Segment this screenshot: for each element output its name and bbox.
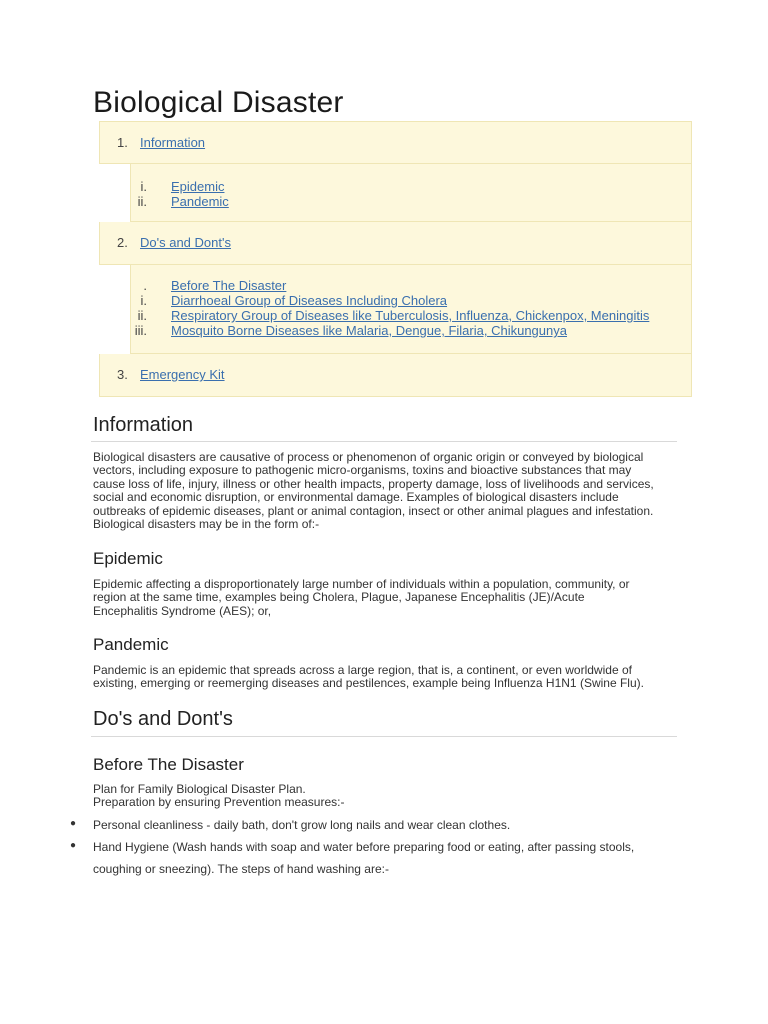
toc-link-information[interactable]: Information (140, 135, 206, 150)
list-item-text (93, 836, 634, 880)
toc-number: 3. (117, 367, 128, 382)
section-heading-information: Information (93, 414, 194, 436)
toc-sublist-information (130, 164, 692, 222)
toc-link-diarrhoeal[interactable]: Diarrhoeal Group of Diseases Including Cholera (171, 293, 448, 308)
paragraph-line: vectors, including exposure to pathogenic micro-organisms, toxins and bioactive substances that may (93, 463, 632, 478)
section-divider (91, 441, 677, 442)
toc-item-dos (99, 222, 692, 265)
toc-link-emergency-kit[interactable]: Emergency Kit (140, 367, 225, 382)
paragraph-line: Preparation by ensuring Prevention measures:- (93, 795, 345, 810)
toc-item-emergency-kit (99, 354, 692, 397)
paragraph-line: region at the same time, examples being Cholera, Plague, Japanese Encephalitis (JE)/Acute (93, 590, 585, 605)
paragraph-line: Biological disasters are causative of process or phenomenon of organic origin or conveyed by biological (93, 450, 644, 464)
paragraph-line: Encephalitis Syndrome (AES); or, (93, 603, 272, 618)
section-divider (91, 736, 677, 737)
list-item-line: coughing or sneezing). The steps of hand washing are:- (93, 862, 389, 876)
paragraph-line: existing, emerging or reemerging diseases and pestilences, example being Influenza H1N1 (Swine Flu). (93, 676, 644, 691)
toc-sublist-dos (130, 265, 692, 354)
paragraph-line: outbreaks of epidemic diseases, plant or animal contagion, insect or other animal plagues and infestation. (93, 503, 654, 518)
toc-link-epidemic[interactable]: Epidemic (171, 179, 225, 194)
toc-link-before-the-disaster[interactable]: Before The Disaster (171, 278, 287, 293)
toc-subitem-number: . (143, 278, 147, 293)
paragraph-line: Plan for Family Biological Disaster Plan. (93, 782, 306, 796)
list-item-text (93, 814, 510, 836)
subsection-heading-before-the-disaster: Before The Disaster (93, 755, 244, 774)
toc-subitem-number: i. (140, 179, 147, 194)
table-of-contents (99, 121, 692, 397)
paragraph-line: social and economic disruption, or environmental damage. Examples of biological disasters include (93, 490, 619, 505)
toc-number: 1. (117, 135, 128, 150)
paragraph-line: Epidemic affecting a disproportionately large number of individuals within a population, community, or (93, 577, 630, 591)
subsection-heading-epidemic: Epidemic (93, 549, 163, 568)
bullet-icon: ● (70, 818, 77, 829)
paragraph-line: Biological disasters may be in the form of:- (93, 517, 320, 532)
paragraph-line: Pandemic is an epidemic that spreads across a large region, that is, a continent, or even worldwide of (93, 663, 632, 677)
toc-subitem-number: iii. (134, 323, 147, 338)
section-heading-dos-and-donts: Do's and Dont's (93, 708, 233, 730)
list-item-line: Hand Hygiene (Wash hands with soap and water before preparing food or eating, after passing stools, (93, 840, 635, 854)
toc-item-information (99, 121, 692, 164)
paragraph-line: cause loss of life, injury, illness or other health impacts, property damage, loss of livelihoods and services, (93, 476, 654, 491)
page-title: Biological Disaster (93, 86, 344, 119)
toc-subitem-number: i. (140, 293, 147, 308)
toc-number: 2. (117, 235, 128, 250)
before-paragraph (93, 783, 673, 810)
toc-link-dos-and-donts[interactable]: Do's and Dont's (140, 235, 231, 250)
toc-link-respiratory[interactable]: Respiratory Group of Diseases like Tuberculosis, Influenza, Chickenpox, Meningitis (171, 308, 650, 323)
list-item-line: Personal cleanliness - daily bath, don't grow long nails and wear clean clothes. (93, 818, 511, 832)
bullet-icon: ● (70, 840, 77, 851)
toc-link-mosquito-borne[interactable]: Mosquito Borne Diseases like Malaria, Dengue, Filaria, Chikungunya (171, 323, 567, 338)
epidemic-paragraph (93, 578, 673, 618)
pandemic-paragraph (93, 664, 673, 691)
subsection-heading-pandemic: Pandemic (93, 635, 169, 654)
toc-link-pandemic[interactable]: Pandemic (171, 194, 229, 209)
toc-subitem-number: ii. (137, 194, 147, 209)
toc-subitem-number: ii. (137, 308, 147, 323)
information-paragraph (93, 451, 673, 531)
